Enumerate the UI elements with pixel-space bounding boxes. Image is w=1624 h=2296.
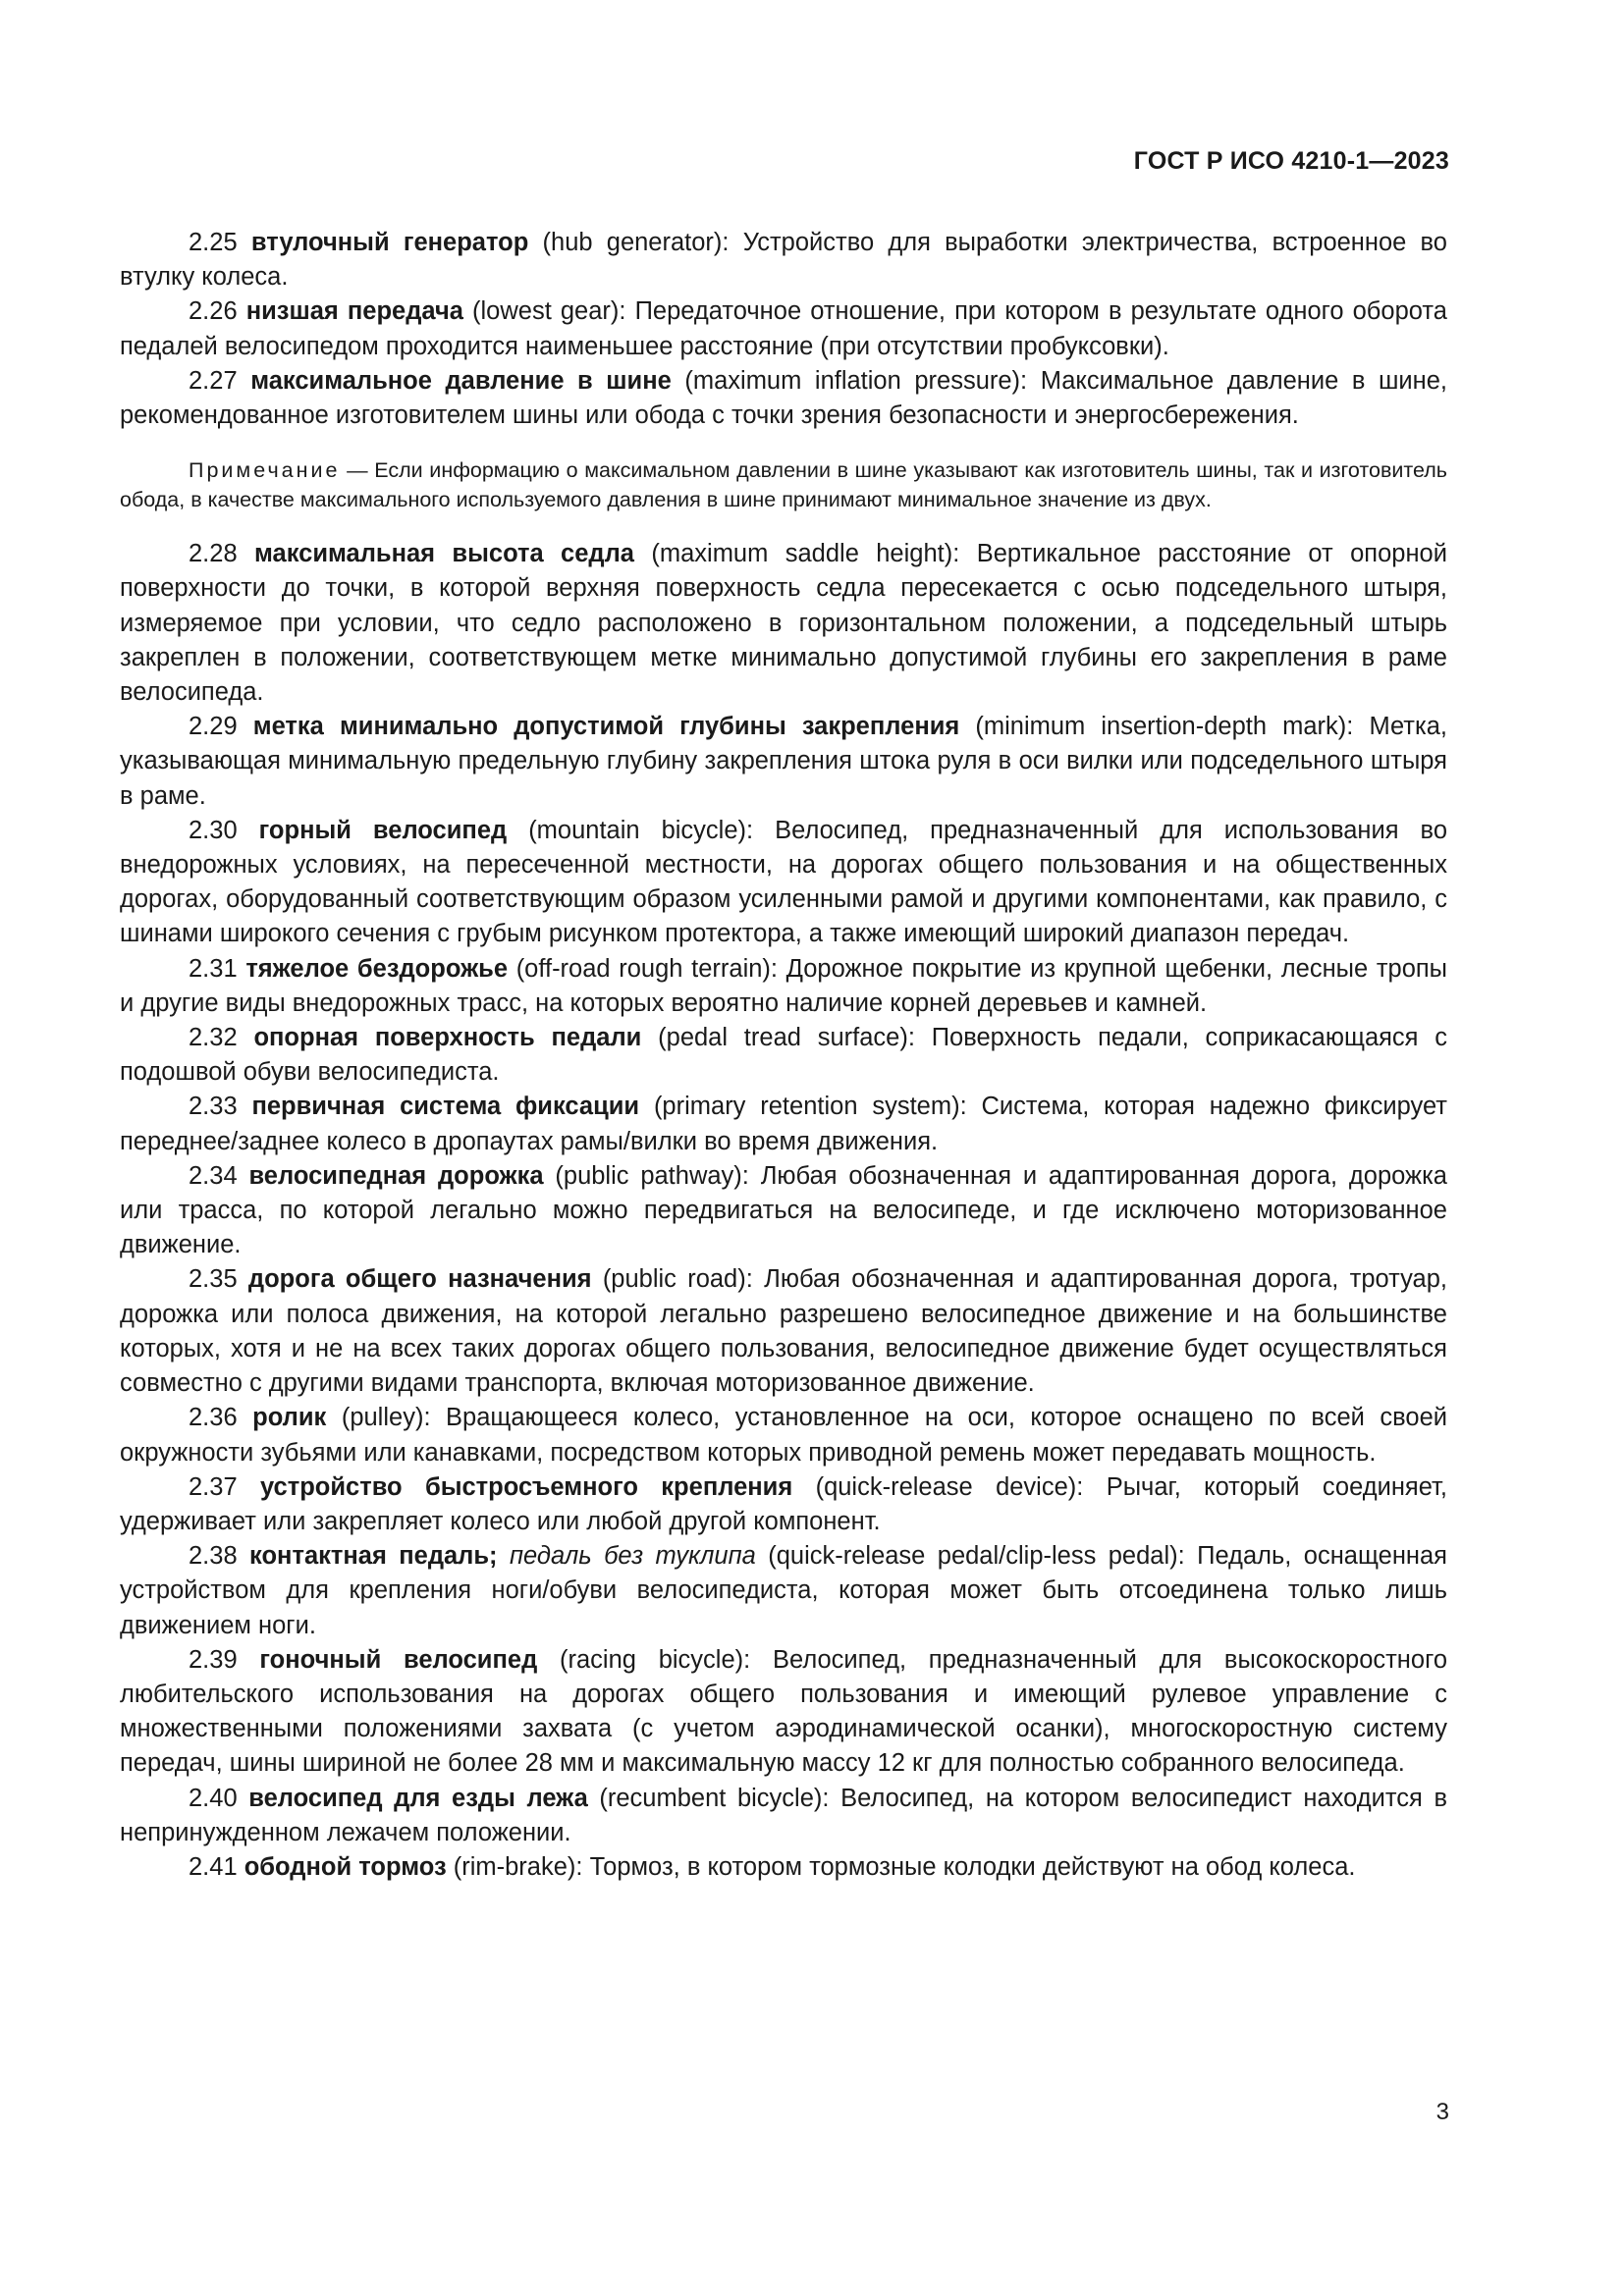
- term-number: 2.26: [189, 297, 238, 326]
- document-body: [120, 226, 1447, 1885]
- term-entry-2-36: [120, 1401, 1447, 1469]
- term-number: 2.27: [189, 366, 238, 395]
- term-number: 2.33: [189, 1093, 238, 1121]
- document-code: ГОСТ Р ИСО 4210-1—2023: [1133, 147, 1449, 175]
- term-name: максимальная высота седла: [254, 540, 634, 568]
- term-entry-2-34: [120, 1159, 1447, 1263]
- term-definition: Велосипед, на котором велосипедист находится в непринужденном лежачем положении.: [120, 1784, 1447, 1846]
- term-name: втулочный генератор: [250, 229, 529, 256]
- term-english: (minimum insertion-depth mark):: [975, 713, 1354, 741]
- term-entry-2-28: [120, 537, 1447, 710]
- term-entry-2-33: [120, 1090, 1447, 1158]
- term-definition: Устройство для выработки электричества, встроенное во втулку колеса.: [120, 229, 1447, 292]
- term-entry-2-41: [120, 1850, 1447, 1885]
- term-number: 2.40: [189, 1784, 238, 1812]
- term-definition: Любая обозначенная и адаптированная дорога, дорожка или трасса, по которой легально можно передвигаться на велосипеде, и где исключено моторизованное движение.: [120, 1161, 1447, 1259]
- term-definition: Вращающееся колесо, установленное на оси, которое оснащено по всей своей окружности зубьями или канавками, посредством которых приводной ремень может передавать мощность.: [120, 1404, 1447, 1467]
- term-definition: Поверхность педали, соприкасающаяся с подошвой обуви велосипедиста.: [120, 1024, 1448, 1087]
- term-number: 2.34: [189, 1161, 238, 1190]
- term-name: первичная система фиксации: [251, 1093, 640, 1121]
- term-definition: Любая обозначенная и адаптированная дорога, тротуар, дорожка или полоса движения, на которой легально разрешено велосипедное движение и на большинстве которых, хотя и не на всех таких дорогах общего пользования, велосипедное движение будет осуществляться совместно с другими видами транспорта, включая моторизованное движение.: [120, 1265, 1447, 1398]
- term-english: (quick-release pedal/clip-less pedal):: [768, 1542, 1185, 1571]
- term-definition: Педаль, оснащенная устройством для крепления ноги/обуви велосипедиста, которая может быть отсоединена только лишь движением ноги.: [120, 1542, 1447, 1639]
- term-entry-2-30: [120, 814, 1447, 952]
- term-english: (pedal tread surface):: [658, 1024, 915, 1052]
- term-name: ободной тормоз: [244, 1852, 447, 1881]
- term-definition: Тормоз, в котором тормозные колодки действуют на обод колеса.: [589, 1852, 1356, 1881]
- term-number: 2.30: [189, 816, 238, 844]
- term-name: горный велосипед: [258, 816, 508, 844]
- term-definition: Дорожное покрытие из крупной щебенки, лесные тропы и другие виды внедорожных трасс, на которых вероятно наличие корней деревьев и камней.: [120, 954, 1448, 1017]
- term-number: 2.37: [189, 1472, 238, 1501]
- term-english: (racing bicycle):: [560, 1645, 751, 1674]
- term-number: 2.28: [189, 540, 238, 568]
- term-name: контактная педаль;: [249, 1542, 498, 1571]
- term-number: 2.25: [189, 229, 238, 256]
- term-definition: Велосипед, предназначенный для использования во внедорожных условиях, на пересеченной местности, на дорогах общего пользования и на общественных дорогах, оборудованный соответствующим образом усиленными рамой и другими компонентами, как правило, с шинами широкого сечения с грубым рисунком протектора, а также имеющий широкий диапазон передач.: [120, 816, 1447, 948]
- note-label: Примечание: [189, 458, 341, 483]
- term-number: 2.29: [189, 713, 238, 741]
- term-english: (off-road rough terrain):: [515, 954, 778, 983]
- term-definition: Система, которая надежно фиксирует переднее/заднее колесо в дропаутах рамы/вилки во время движения.: [120, 1093, 1447, 1155]
- term-name: низшая передача: [245, 297, 463, 326]
- term-entry-2-26: [120, 294, 1447, 363]
- term-english: (pulley):: [341, 1404, 431, 1432]
- term-entry-2-27: [120, 364, 1447, 433]
- term-name: велосипедная дорожка: [248, 1161, 544, 1190]
- term-definition: Вертикальное расстояние от опорной поверхности до точки, в которой верхняя поверхность седла пересекается с осью подседельного штыря, измеряемое при условии, что седло расположено в горизонтальном положении, а подседельный штырь закреплен в положении, соответствующем метке минимально допустимой глубины его закрепления в раме велосипеда.: [120, 540, 1447, 707]
- term-entry-2-31: [120, 952, 1447, 1021]
- term-entry-2-37: [120, 1470, 1447, 1539]
- term-english: (hub generator):: [542, 229, 730, 256]
- term-name: велосипед для езды лежа: [248, 1784, 588, 1812]
- term-english: (lowest gear):: [472, 297, 626, 326]
- term-number: 2.36: [189, 1404, 238, 1432]
- note-text: — Если информацию о максимальном давлении в шине указывают как изготовитель шины, так и изготовитель обода, в качестве максимального используемого давления в шине принимают минимальное значение из двух.: [120, 458, 1447, 512]
- term-entry-2-25: [120, 226, 1447, 294]
- term-entry-2-35: [120, 1262, 1447, 1401]
- term-english: (maximum saddle height):: [651, 540, 960, 568]
- term-definition: Максимальное давление в шине, рекомендованное изготовителем шины или обода с точки зрения безопасности и энергосбережения.: [120, 366, 1448, 430]
- term-number: 2.31: [189, 954, 238, 983]
- term-entry-2-39: [120, 1643, 1447, 1782]
- term-definition: Передаточное отношение, при котором в результате одного оборота педалей велосипедом проходится наименьшее расстояние (при отсутствии пробуксовки).: [120, 297, 1447, 360]
- term-english: (quick-release device):: [815, 1472, 1084, 1501]
- term-name: опорная поверхность педали: [253, 1024, 642, 1052]
- page-number: 3: [1435, 2099, 1449, 2125]
- term-english: (rim-brake):: [453, 1852, 583, 1881]
- note-2-27: [120, 455, 1447, 514]
- term-entry-2-38: [120, 1539, 1447, 1643]
- term-english: (primary retention system):: [653, 1093, 967, 1121]
- term-english: (maximum inflation pressure):: [684, 366, 1028, 395]
- term-number: 2.39: [189, 1645, 238, 1674]
- term-synonym: педаль без туклипа: [509, 1542, 756, 1571]
- term-definition: Рычаг, который соединяет, удерживает или закрепляет колесо или любой другой компонент.: [120, 1472, 1447, 1535]
- term-name: метка минимально допустимой глубины закрепления: [252, 713, 960, 741]
- term-name: тяжелое бездорожье: [245, 954, 509, 983]
- term-number: 2.35: [189, 1265, 238, 1294]
- term-name: максимальное давление в шине: [250, 366, 672, 395]
- term-number: 2.32: [189, 1024, 238, 1052]
- term-english: (public road):: [602, 1265, 753, 1294]
- term-definition: Метка, указывающая минимальную предельную глубину закрепления штока руля в оси вилки или подседельного штыря в раме.: [120, 713, 1447, 810]
- term-english: (recumbent bicycle):: [599, 1784, 830, 1812]
- term-english: (mountain bicycle):: [528, 816, 754, 844]
- term-name: гоночный велосипед: [259, 1645, 538, 1674]
- term-entry-2-29: [120, 710, 1447, 814]
- term-entry-2-40: [120, 1782, 1447, 1850]
- term-english: (public pathway):: [555, 1161, 749, 1190]
- term-definition: Велосипед, предназначенный для высокоскоростного любительского использования на дорогах общего пользования и имеющий рулевое управление с множественными положениями захвата (с учетом аэродинамической осанки), многоскоростную систему передач, шины шириной не более 28 мм и максимальную массу 12 кг для полностью собранного велосипеда.: [120, 1645, 1447, 1778]
- term-name: дорога общего назначения: [247, 1265, 592, 1294]
- term-name: устройство быстросъемного крепления: [259, 1472, 793, 1501]
- term-name: ролик: [252, 1404, 327, 1432]
- term-number: 2.38: [189, 1542, 238, 1571]
- term-entry-2-32: [120, 1021, 1447, 1090]
- term-number: 2.41: [189, 1852, 238, 1881]
